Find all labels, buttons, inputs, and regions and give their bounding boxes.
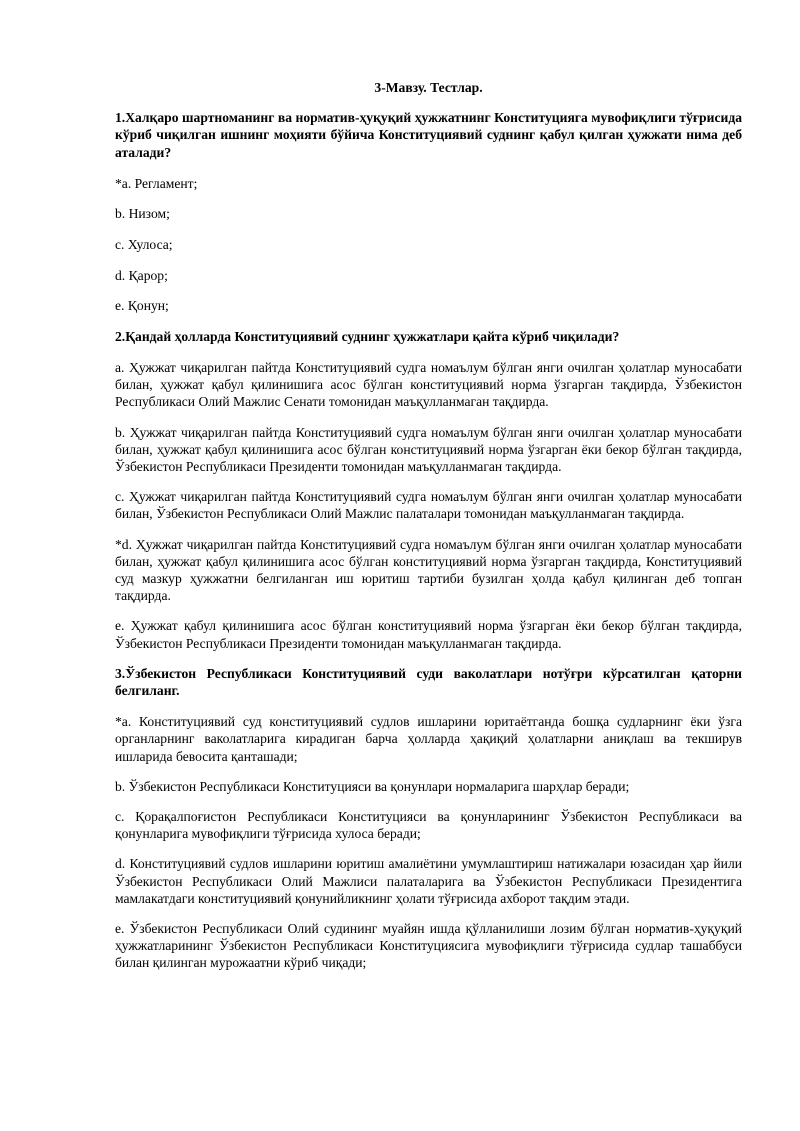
question-1-option-e: e. Қонун; [115, 298, 169, 314]
question-2-option-a: a. Ҳужжат чиқарилган пайтда Конституциявий судга номаълум бўлган янги очилган ҳолатлар муносабати билан, ҳужжат қабул қилинишига асос бўлган конституциявий норма ўзгарган тақдирда, Ўзбекистон Республикаси Олий Мажлис Сенати томонидан маъқулланмаган тақдирда. [115, 359, 742, 410]
question-2-option-e: e. Ҳужжат қабул қилинишига асос бўлган конституциявий норма ўзгарган ёки бекор бўлган тақдирда, Ўзбекистон Республикаси Президенти томонидан маъқулланмаган тақдирда. [115, 618, 742, 651]
question-2-option-d: *d. Ҳужжат чиқарилган пайтда Конституциявий судга номаълум бўлган янги очилган ҳолатлар муносабати билан, ҳужжат қабул қилинишига асос бўлган конституциявий норма ўзгарган тақдирда, Конституциявий суд мазкур ҳужжатни белгиланган иш юритиш тартиби бузилган ҳолда қабул қилинган деб топган тақдирда. [115, 536, 742, 604]
question-1-option-d: d. Қарор; [115, 267, 168, 283]
question-3-text: 3.Ўзбекистон Республикаси Конституциявий суди ваколатлари нотўғри кўрсатилган қаторни белгиланг. [115, 665, 742, 699]
document-title: 3-Мавзу. Тестлар. [374, 80, 483, 95]
question-3-option-a: *a. Конституциявий суд конституциявий судлов ишларини юритаётганда бошқа судларнинг ёки ўзга органларнинг ваколатларига кирадиган барча ҳолларда ҳақиқий ҳолатларни аниқлаш ва текширув ишларида бевосита қанташади; [115, 714, 742, 764]
question-1-text: 1.Халқаро шартноманинг ва норматив-ҳуқуқий ҳужжатнинг Конституцияга мувофиқлиги тўғрисида кўриб чиқилган ишнинг моҳияти бўйича Конституциявий суднинг қабул қилган ҳужжати нима деб аталади? [115, 110, 742, 160]
question-1-option-b: b. Низом; [115, 206, 170, 222]
document-page [115, 79, 742, 985]
question-3-option-c: c. Қорақалпоғистон Республикаси Конституцияси ва қонунларининг Ўзбекистон Республикаси ва қонунларига мувофиқлиги тўғрисида хулоса беради; [115, 809, 742, 842]
question-2-text: 2.Қандай ҳолларда Конституциявий суднинг ҳужжатлари қайта кўриб чиқилади? [115, 328, 620, 344]
question-1-option-c: c. Хулоса; [115, 237, 173, 252]
question-2-option-b: b. Ҳужжат чиқарилган пайтда Конституциявий судга номаълум бўлган янги очилган ҳолатлар муносабати билан, ҳужжат қабул қилинишига асос бўлган конституциявий норма ўзгарган ёки бекор бўлган тақдирда, Ўзбекистон Республикаси Президенти томонидан маъқулланмаган тақдирда. [115, 424, 742, 474]
question-1-option-a: *а. Регламент; [115, 175, 198, 191]
question-2-option-c: c. Ҳужжат чиқарилган пайтда Конституциявий судга номаълум бўлган янги очилган ҳолатлар муносабати билан, Ўзбекистон Республикаси Олий Мажлис палаталари томонидан маъқулланмаган тақдирда. [115, 489, 742, 522]
question-3-option-e: e. Ўзбекистон Республикаси Олий судининг муайян ишда қўлланилиши лозим бўлган норматив-ҳуқуқий ҳужжатларининг Ўзбекистон Республикаси Конституциясига мувофиқлиги тўғрисида судлар ташаббуси билан қилинган мурожаатни кўриб чиқади; [115, 921, 742, 971]
question-3-option-d: d. Конституциявий судлов ишларини юритиш амалиётини умумлаштириш натижалари юзасидан ҳар йили Ўзбекистон Республикаси Олий Мажлиси палаталарига ва Ўзбекистон Республикаси Президентига мамлакатдаги конституциявий қонунийликнинг ҳолати тўғрисида ахборот тақдим этади. [115, 856, 742, 906]
question-3-option-b: b. Ўзбекистон Республикаси Конституцияси ва қонунлари нормаларига шарҳлар беради; [115, 778, 630, 794]
